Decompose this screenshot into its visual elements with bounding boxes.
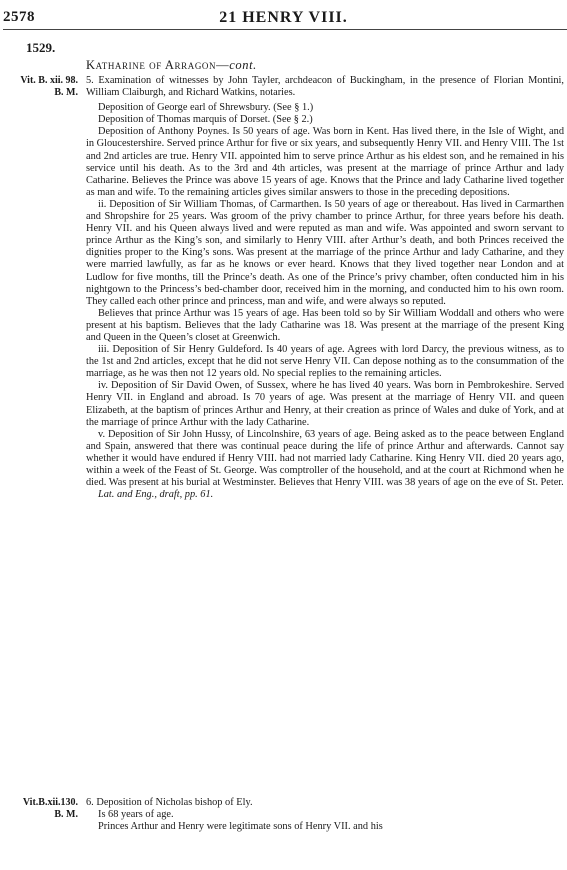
deposition-guldeford: iii. Deposition of Sir Henry Guldeford. Is 40 years of age. Agrees with lord Darcy, the previous witness, as to the 1st and 2nd articles, except that he did not serve Henry VII. Can depose nothing as to the consummation of the marriage, as he was then not 12 years old. No special replies to the remaining articles.: [86, 344, 564, 380]
deposition-shrewsbury: Deposition of George earl of Shrewsbury. (See § 1.): [98, 102, 314, 114]
running-head: 21 HENRY VIII.: [219, 9, 348, 26]
margin-ref-vit-b-xii-98: [0, 75, 78, 99]
entry-6-text: Princes Arthur and Henry were legitimate sons of Henry VII. and his: [98, 821, 383, 833]
year-label: 1529.: [26, 40, 56, 55]
deposition-hussy: v. Deposition of Sir John Hussy, of Lincolnshire, 63 years of age. Being asked as to the peace between England and Spain, answered that there was continual peace during the life of prince Arthur and afterwards. Cannot say whether it would have endured if Henry VIII. had not married lady Catharine. King Henry VII. died 20 years ago, within a week of the Feast of St. George. Was comptroller of the household, and at the court at Richmond when he died. Was present at his burial at Westminster. Believes that Henry VIII. was 38 years of age on the eve of St. Peter.: [86, 428, 564, 489]
section-title-main: Katharine of Arragon—: [86, 58, 230, 72]
deposition-thomas-continued: Believes that prince Arthur was 15 years of age. Has been told so by Sir William Woddall and others who were present at his baptism. Believes that the lady Catharine was 18. Was present at the marriage of the present King and Queen in the Queen’s closet at Greenwich.: [86, 307, 564, 343]
margin-ref-line: Vit.B.xii.130.: [22, 797, 78, 808]
header-rule: [3, 29, 567, 30]
page-number: 2578: [3, 9, 35, 25]
section-title-cont: cont.: [229, 58, 257, 72]
margin-ref-line: Vit. B. xii. 98.: [20, 75, 78, 86]
deposition-poynes: Deposition of Anthony Poynes. Is 50 years of age. Was born in Kent. Has lived there, in the Isle of Wight, and in Gloucestershire. Served prince Arthur for five or six years, and subsequently Henry VII. and Henry VIII. The 1st and 2nd articles are true. Henry VII. appointed him to serve prince Arthur as his eldest son, and he remained in his service until his death. As to the 3rd and 4th articles, was present at the marriage of prince Arthur and lady Catharine. Believes the Prince was above 15 years of age. Knows that the Prince and lady Catharine lived together as man and wife. To the remaining articles gives similar answers to those in the preceding depositions.: [86, 126, 564, 198]
entry-6: [86, 797, 564, 833]
margin-ref-line: B. M.: [54, 809, 78, 820]
entry-6-title: 6. Deposition of Nicholas bishop of Ely.: [86, 797, 253, 808]
entry-5-intro: 5. Examination of witnesses by John Tayler, archdeacon of Buckingham, in the presence of Florian Montini, William Claiburgh, and Richard Watkins, notaries.: [86, 75, 564, 99]
entry-6-age: Is 68 years of age.: [98, 809, 174, 821]
deposition-owen: iv. Deposition of Sir David Owen, of Sussex, where he has lived 40 years. Was born in Pembrokeshire. Served Henry VII. in England and abroad. Is 70 years of age. Was present at the marriage of Henry VII. and queen Elizabeth, at the baptism of princes Arthur and Henry, at their creation as prince of Wales and duke of York, and at the marriage of prince Arthur with the lady Catharine.: [86, 380, 564, 428]
section-title: [86, 58, 257, 73]
entry-5: [86, 75, 564, 501]
margin-ref-line: B. M.: [54, 87, 78, 98]
margin-ref-vit-b-xii-130: [0, 797, 78, 821]
deposition-dorset: Deposition of Thomas marquis of Dorset. (See § 2.): [98, 114, 313, 126]
source-note: Lat. and Eng., draft, pp. 61.: [98, 489, 214, 501]
page-header: [0, 3, 567, 29]
deposition-thomas: ii. Deposition of Sir William Thomas, of Carmarthen. Is 50 years of age or thereabout. Has lived in Carmarthen and Shropshire for 25 years. Was groom of the privy chamber to prince Arthur, for three years before his death. Henry VII. and his Queen always lived and were reputed as man and wife. Was appointed and sworn servant to prince Arthur as the King’s son, and similarly to Henry VIII. after Arthur’s death, and both Princes received the dignities proper to the King’s sons. Was present at the marriage of the prince Arthur and lady Catharine, and they were married lawfully, as far as he knows or ever heard. Knows that they lived together near London and at Ludlow for five months, till the Prince’s death. As one of the Prince’s privy chamber, often conducted him in his nightgown to the Princess’s bed-chamber door, received him in the morning, and conducted him to his own room. They called each other prince and princess, man and wife, and were always so reputed.: [86, 198, 564, 307]
